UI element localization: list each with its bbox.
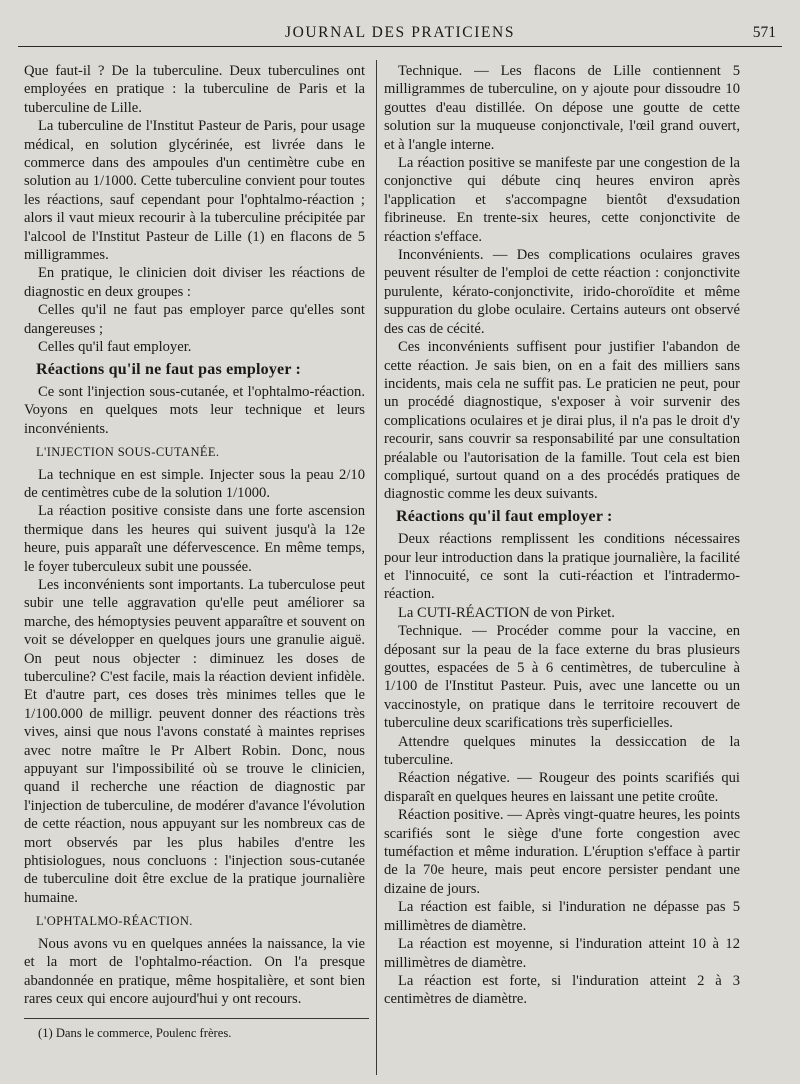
left-column xyxy=(24,62,365,1041)
paragraph: Attendre quelques minutes la dessiccation de la tuberculine. xyxy=(384,733,740,769)
footnote: (1) Dans le commerce, Poulenc frères. xyxy=(38,1026,232,1041)
paragraph: La réaction est moyenne, si l'induration atteint 10 à 12 millimètres de diamètre. xyxy=(384,936,740,971)
section-heading: Réactions qu'il faut employer : xyxy=(396,507,613,525)
paragraph: Ce sont l'injection sous-cutanée, et l'ophtalmo-réaction. Voyons en quelques mots leur technique et leurs inconvénients. xyxy=(24,383,365,437)
paragraph: La CUTI-RÉACTION de von Pirket. xyxy=(398,604,615,621)
footnote-rule xyxy=(24,1018,369,1019)
right-column xyxy=(384,62,740,1009)
paragraph: Que faut-il ? De la tuberculine. Deux tuberculines ont employées en pratique : la tuberculine de Paris et la tuberculine de Lille. xyxy=(24,63,365,116)
paragraph: Celles qu'il ne faut pas employer parce qu'elles sont dangereuses ; xyxy=(24,302,365,337)
paragraph: Ces inconvénients suffisent pour justifier l'abandon de cette réaction. Je sais bien, on en a fait des milliers sans incidents, mais cela ne suffit pas. Le praticien ne peut, pour un procédé diagnostique, s'exposer à voir survenir des complications oculaires et je dirai plus, il n'a pas le droit d'y recourir, sans couvrir sa responsabilité par une consultation préalable ou l'autorisation de la famille. Tout cela est bien compliqué, surtout quand on a des procédés pratiques de diagnostic comme les deux suivants. xyxy=(384,339,740,503)
paragraph: Technique. — Les flacons de Lille contiennent 5 milligrammes de tuberculine, on y ajoute pour dissoudre 10 gouttes d'eau distillée. On dépose une goutte de cette solution sur la muqueuse conjonctivale, l'œil grand ouvert, et à l'angle interne. xyxy=(384,63,740,153)
paragraph: Celles qu'il faut employer. xyxy=(38,339,192,356)
paragraph: La tuberculine de l'Institut Pasteur de Paris, pour usage médical, en solution glycérinée, est livrée dans le commerce dans des ampoules d'un centimètre cube en solution au 1/1000. Cette tuberculine convient pour toutes les réactions, sauf cependant pour l'ophtalmo-réaction ; alors il vaut mieux recourir à la tuberculine précipitée par l'alcool de l'Institut Pasteur de Lille (1) en flacons de 5 milligrammes. xyxy=(24,118,365,264)
paragraph: Deux réactions remplissent les conditions nécessaires pour leur introduction dans la pratique journalière, la facilité et l'innocuité, ce sont la cuti-réaction et l'intradermo-réaction. xyxy=(384,531,740,603)
paragraph: Réaction positive. — Après vingt-quatre heures, les points scarifiés sont le siège d'une forte congestion avec tuméfaction et même induration. L'éruption s'efface à partir de la 70e heure, mais peut encore persister pendant une dizaine de jours. xyxy=(384,807,740,897)
paragraph: Réaction négative. — Rougeur des points scarifiés qui disparaît en quelques heures en laissant une petite croûte. xyxy=(384,770,740,805)
paragraph: Nous avons vu en quelques années la naissance, la vie et la mort de l'ophtalmo-réaction. On l'a presque abandonnée en pratique, même hospitalière, et sont bien rares ceux qui encore aujourd'hui y ont recours. xyxy=(24,935,365,1007)
subsection-heading: L'OPHTALMO-RÉACTION. xyxy=(36,914,193,929)
page-number: 571 xyxy=(752,24,776,41)
paragraph: La réaction est forte, si l'induration atteint 2 à 3 centimètres de diamètre. xyxy=(384,972,740,1008)
subsection-heading: L'INJECTION SOUS-CUTANÉE. xyxy=(36,445,220,460)
paragraph: La réaction est faible, si l'induration ne dépasse pas 5 millimètres de diamètre. xyxy=(384,899,740,934)
paragraph: Inconvénients. — Des complications oculaires graves peuvent résulter de l'emploi de cette réaction : conjonctivite purulente, kérato-conjonctivite, irido-choroïdite et même suppuration du globe oculaire. Certains auteurs ont observé des cas de cécité. xyxy=(384,247,740,337)
journal-title: JOURNAL DES PRATICIENS xyxy=(284,24,516,41)
paragraph: La réaction positive consiste dans une forte ascension thermique dans les heures qui suivent jusqu'à la 12e heure, puis apparaît une défervescence. En même temps, le foyer tuberculeux subit une poussée. xyxy=(24,503,365,575)
paragraph: La réaction positive se manifeste par une congestion de la conjonctive qui débute cinq heures environ après l'application et s'accompagne bientôt d'exsudation fibrineuse. En trente-six heures, cette conjonctivite de réaction s'efface. xyxy=(384,155,740,245)
page-header xyxy=(20,22,780,48)
section-heading: Réactions qu'il ne faut pas employer : xyxy=(36,360,302,378)
paragraph: Technique. — Procéder comme pour la vaccine, en déposant sur la peau de la face externe du bras plusieurs gouttes, espacées de 5 à 6 centimètres, de tuberculine à 1/100 de l'Institut Pasteur. Puis, avec une lancette ou un vaccinostyle, on pratique dans le territoire recouvert de tuberculine deux scarifications très superficielles. xyxy=(384,623,740,732)
paragraph: Les inconvénients sont importants. La tuberculose peut subir une telle aggravation qu'elle peut améliorer sa marche, des hémoptysies peuvent apparaître et souvent on voit se développer en quelques jours une granulie aiguë. On peut nous objecter : diminuez les doses de tuberculine? C'est facile, mais la réaction devient infidèle. Et d'autre part, ces doses très minimes telles que le 1/100.000 de milligr. peuvent donner des réactions très vives, ainsi que nous l'avons constaté à maintes reprises avec notre maître le Pr Albert Robin. Donc, nous appuyant sur l'impossibilité où se trouve le clinicien, quand il recherche une réaction de diagnostic par l'injection de tuberculine, de modérer d'avance l'évolution de cette réaction, nous appuyant sur les nombreux cas de mort observés par les plus habiles d'entre les phtisiologues, nous concluons : l'injection sous-cutanée de tuberculine doit être exclue de la pratique journalière humaine. xyxy=(24,576,365,906)
column-divider xyxy=(376,60,377,1075)
paragraph: La technique en est simple. Injecter sous la peau 2/10 de centimètres cube de la solution 1/1000. xyxy=(24,466,365,501)
header-rule xyxy=(18,46,782,47)
paragraph: En pratique, le clinicien doit diviser les réactions de diagnostic en deux groupes : xyxy=(24,265,365,300)
